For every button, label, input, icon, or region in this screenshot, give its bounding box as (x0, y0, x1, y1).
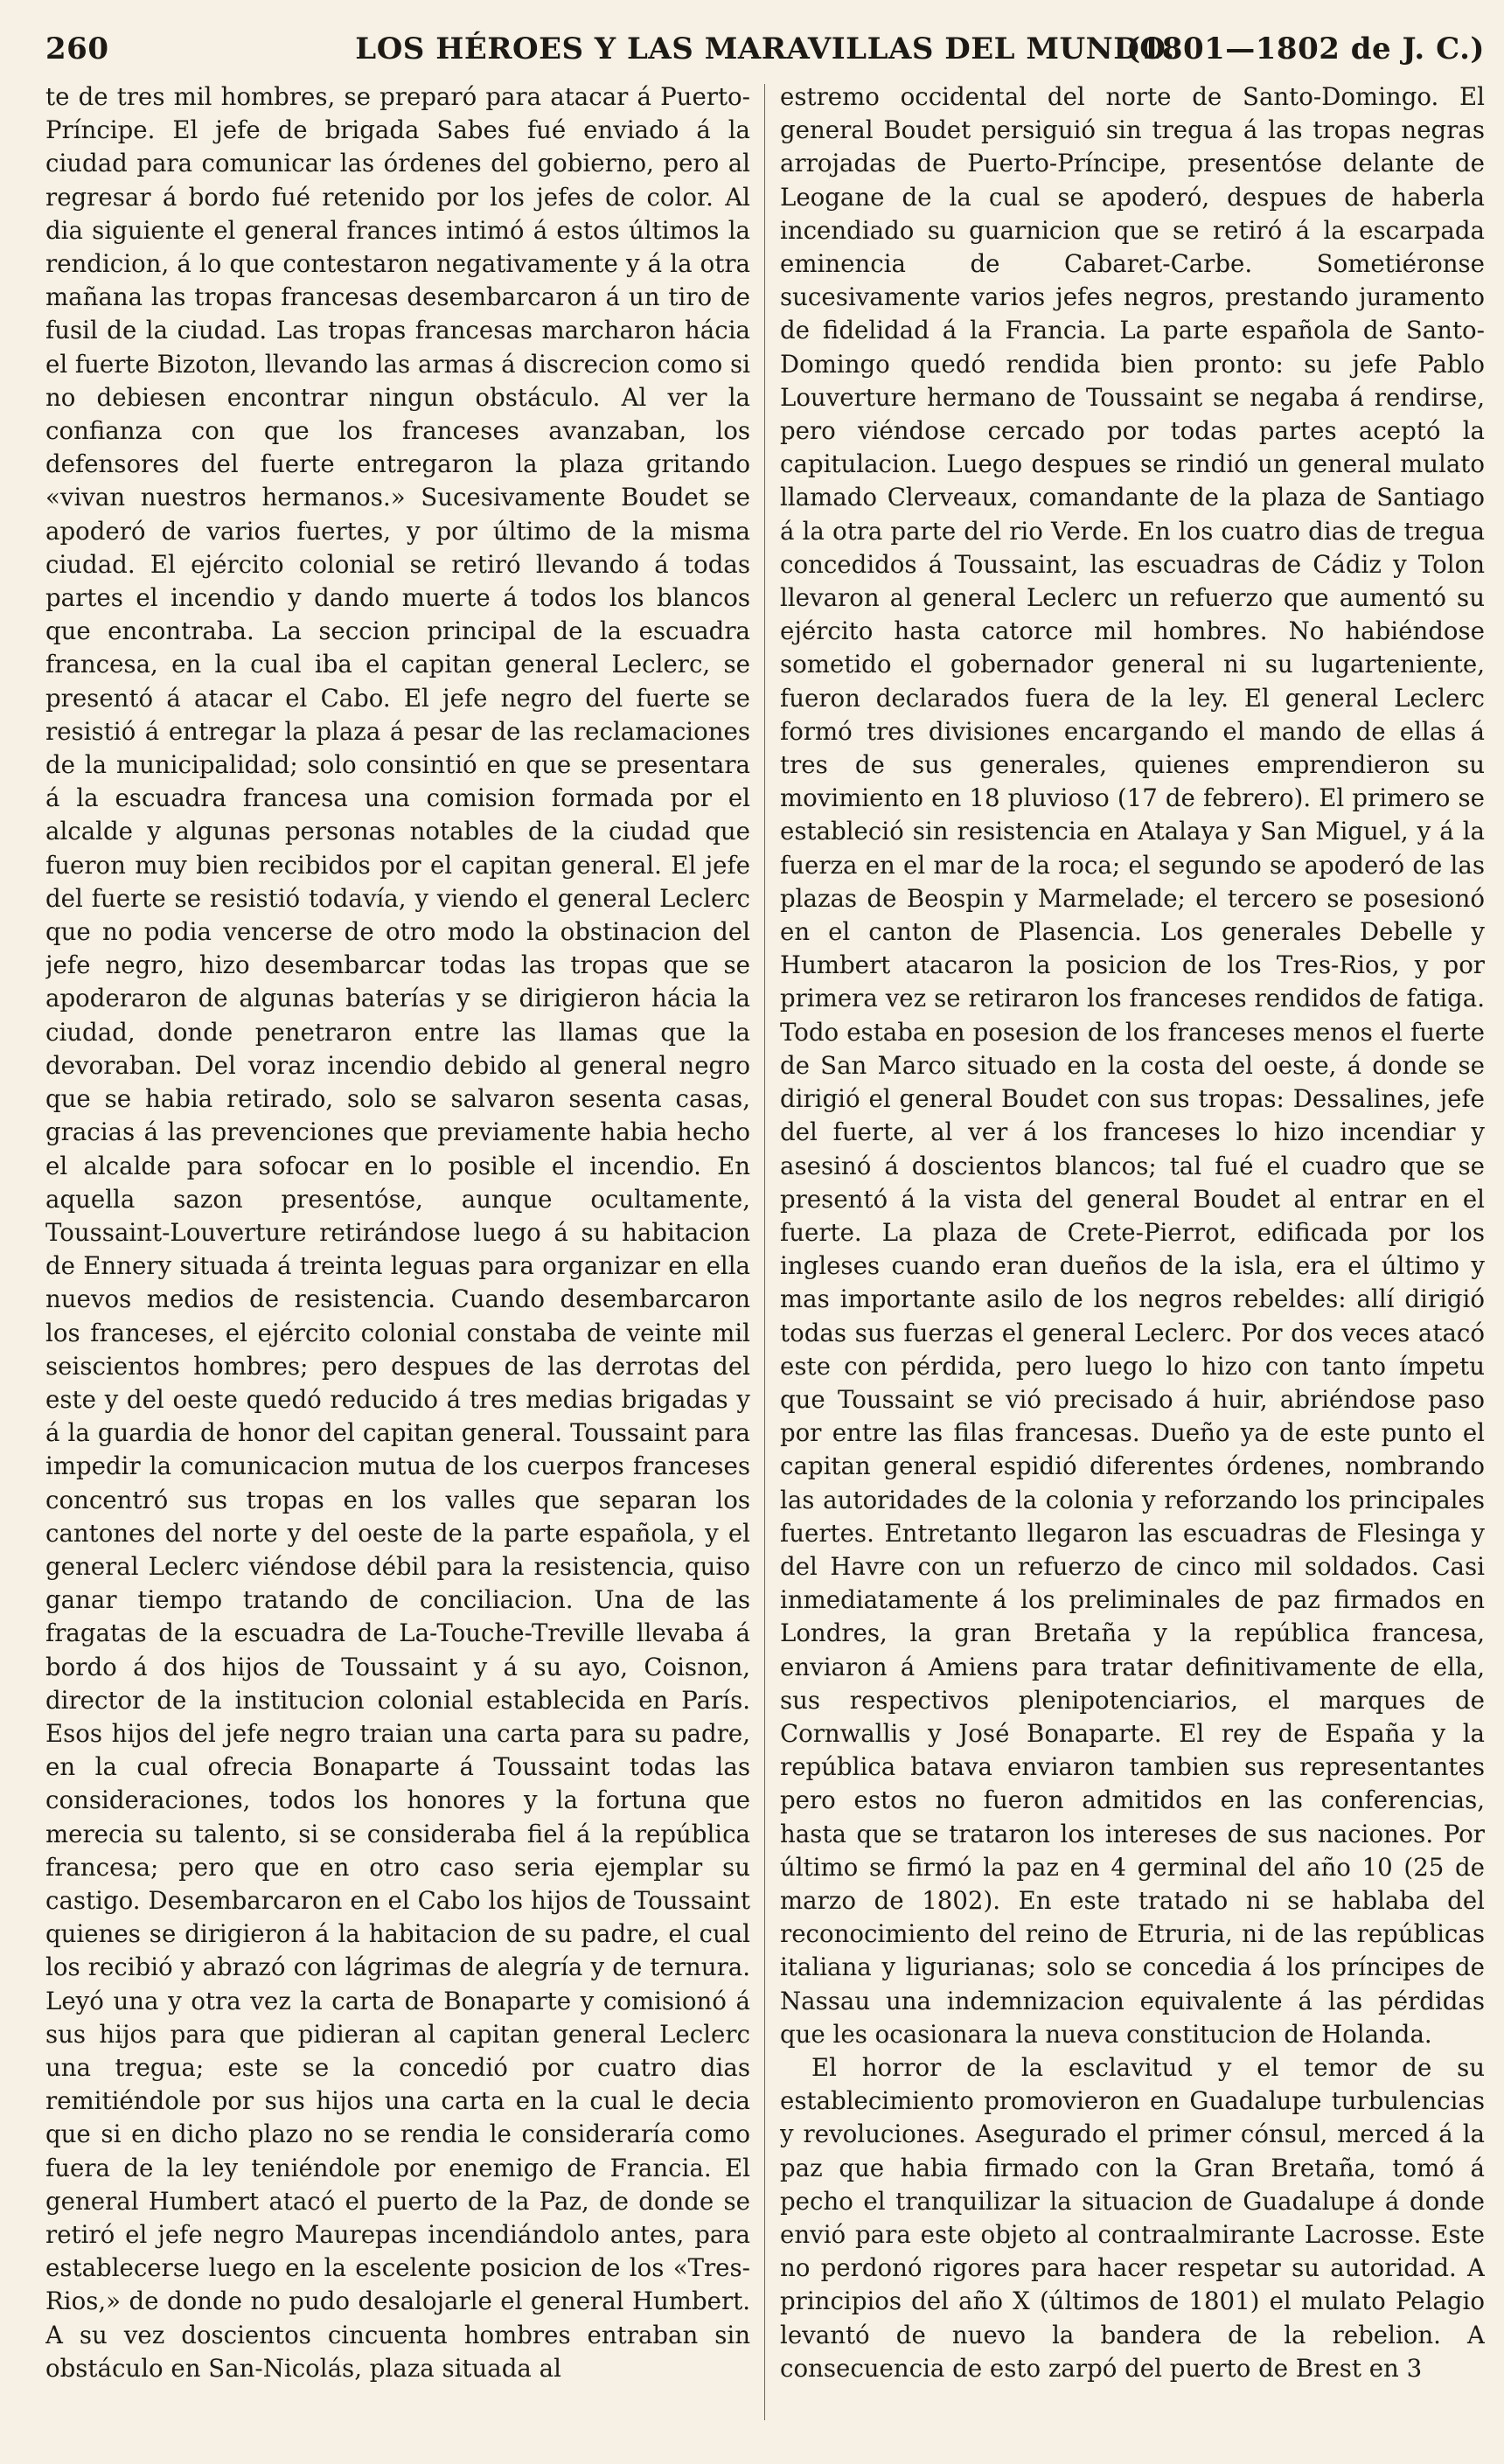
column-divider (764, 84, 765, 2420)
paragraph: El horror de la esclavitud y el temor de su establecimiento promovieron en Guadalupe turbulencias y revoluciones. Asegurado el primer cónsul, merced á la paz que habia firmado con la Gran Bretaña, tomó á pecho el tranquilizar la situacion de Guadalupe á donde envió para este objeto al contraalmirante Lacrosse. Este no perdonó rigores para hacer respetar su autoridad. A principios del año X (últimos de 1801) el mulato Pelagio levantó de nuevo la bandera de la rebelion. A consecuencia de esto zarpó del puerto de Brest en 3 (780, 2052, 1485, 2383)
page-number: 260 (45, 31, 109, 66)
running-header (45, 26, 1485, 75)
date-range: (1801—1802 de J. C.) (1126, 31, 1485, 66)
right-column (780, 80, 1485, 2429)
paragraph: te de tres mil hombres, se preparó para atacar á Puerto-Príncipe. El jefe de brigada Sabes fué enviado á la ciudad para comunicar las órdenes del gobierno, pero al regresar á bordo fué retenido por los jefes de color. Al dia siguiente el general frances intimó á estos últimos la rendicion, á lo que contestaron negativamente y á la otra mañana las tropas francesas desembarcaron á un tiro de fusil de la ciudad. Las tropas francesas marcharon hácia el fuerte Bizoton, llevando las armas á discrecion como si no debiesen encontrar ningun obstáculo. Al ver la confianza con que los franceses avanzaban, los defensores del fuerte entregaron la plaza gritando «vivan nuestros hermanos.» Sucesivamente Boudet se apoderó de varios fuertes, y por último de la misma ciudad. El ejército colonial se retiró llevando á todas partes el incendio y dando muerte á todos los blancos que encontraba. La seccion principal de la escuadra francesa, en la cual iba el capitan general Leclerc, se presentó á atacar el Cabo. El jefe negro del fuerte se resistió á entregar la plaza á pesar de las reclamaciones de la municipalidad; solo consintió en que se presentara á la escuadra francesa una comision formada por el alcalde y algunas personas notables de la ciudad que fueron muy bien recibidos por el capitan general. El jefe del fuerte se resistió todavía, y viendo el general Leclerc que no podia vencerse de otro modo la obstinacion del jefe negro, hizo desembarcar todas las tropas que se apoderaron de algunas baterías y se dirigieron hácia la ciudad, donde penetraron entre las llamas que la devoraban. Del voraz incendio debido al general negro que se habia retirado, solo se salvaron sesenta casas, gracias á las prevenciones que previamente habia hecho el alcalde para sofocar en lo posible el incendio. En aquella sazon presentóse, aunque ocultamente, Toussaint-Louverture retirándose luego á su habitacion de Ennery situada á treinta leguas para organizar en ella nuevos medios de resistencia. Cuando desembarcaron los franceses, el ejército colonial constaba de veinte mil seiscientos hombres; pero despues de las derrotas del este y del oeste quedó reducido á tres medias brigadas y á la guardia de honor del capitan general. Toussaint para impedir la comunicacion mutua de los cuerpos franceses concentró sus tropas en los valles que separan los cantones del norte y del oeste de la parte española, y el general Leclerc viéndose débil para la resistencia, quiso ganar tiempo tratando de conciliacion. Una de las fragatas de la escuadra de La-Touche-Treville llevaba á bordo á dos hijos de Toussaint y á su ayo, Coisnon, director de la institucion colonial establecida en París. Esos hijos del jefe negro traian una carta para su padre, en la cual ofrecia Bonaparte á Toussaint todas las consideraciones, todos los honores y la fortuna que merecia su talento, si se consideraba fiel á la república francesa; pero que en otro caso seria ejemplar su castigo. Desembarcaron en el Cabo los hijos de Toussaint quienes se dirigieron á la habitacion de su padre, el cual los recibió y abrazó con lágrimas de alegría y de ternura. Leyó una y otra vez la carta de Bonaparte y comisionó á sus hijos para que pidieran al capitan general Leclerc una tregua; este se la concedió por cuatro dias remitiéndole por sus hijos una carta en la cual le decia que si en dicho plazo no se rendia le consideraría como fuera de la ley teniéndole por enemigo de Francia. El general Humbert atacó el puerto de la Paz, de donde se retiró el jefe negro Maurepas incendiándolo antes, para establecerse luego en la escelente posicion de los «Tres-Rios,» de donde no pudo desalojarle el general Humbert. A su vez doscientos cincuenta hombres entraban sin obstáculo en San-Nicolás, plaza situada al (45, 82, 750, 2383)
paragraph: estremo occidental del norte de Santo-Domingo. El general Boudet persiguió sin tregua á las tropas negras arrojadas de Puerto-Príncipe, presentóse delante de Leogane de la cual se apoderó, despues de haberla incendiado su guarnicion que se retiró á la escarpada eminencia de Cabaret-Carbe. Sometiéronse sucesivamente varios jefes negros, prestando juramento de fidelidad á la Francia. La parte española de Santo-Domingo quedó rendida bien pronto: su jefe Pablo Louverture hermano de Toussaint se negaba á rendirse, pero viéndose cercado por todas partes aceptó la capitulacion. Luego despues se rindió un general mulato llamado Clerveaux, comandante de la plaza de Santiago á la otra parte del rio Verde. En los cuatro dias de tregua concedidos á Toussaint, las escuadras de Cádiz y Tolon llevaron al general Leclerc un refuerzo que aumentó su ejército hasta catorce mil hombres. No habiéndose sometido el gobernador general ni su lugarteniente, fueron declarados fuera de la ley. El general Leclerc formó tres divisiones encargando el mando de ellas á tres de sus generales, quienes emprendieron su movimiento en 18 pluvioso (17 de febrero). El primero se estableció sin resistencia en Atalaya y San Miguel, y á la fuerza en el mar de la roca; el segundo se apoderó de las plazas de Beospin y Marmelade; el tercero se posesionó en el canton de Plasencia. Los generales Debelle y Humbert atacaron la posicion de los Tres-Rios, y por primera vez se retiraron los franceses rendidos de fatiga. Todo estaba en posesion de los franceses menos el fuerte de San Marco situado en la costa del oeste, á donde se dirigió el general Boudet con sus tropas: Dessalines, jefe del fuerte, al ver á los franceses lo hizo incendiar y asesinó á doscientos blancos; tal fué el cuadro que se presentó á la vista del general Boudet al entrar en el fuerte. La plaza de Crete-Pierrot, edificada por los ingleses cuando eran dueños de la isla, era el último y mas importante asilo de los negros rebeldes: allí dirigió todas sus fuerzas el general Leclerc. Por dos veces atacó este con pérdida, pero luego lo hizo con tanto ímpetu que Toussaint se vió precisado á huir, abriéndose paso por entre las filas francesas. Dueño ya de este punto el capitan general espidió diferentes órdenes, nombrando las autoridades de la colonia y reforzando los principales fuertes. Entretanto llegaron las escuadras de Flesinga y del Havre con un refuerzo de cinco mil soldados. Casi inmediatamente á los preliminales de paz firmados en Londres, la gran Bretaña y la república francesa, enviaron á Amiens para tratar definitivamente de ella, sus respectivos plenipotenciarios, el marques de Cornwallis y José Bonaparte. El rey de España y la república batava enviaron tambien sus representantes pero estos no fueron admitidos en las conferencias, hasta que se trataron los intereses de sus naciones. Por último se firmó la paz en 4 germinal del año 10 (25 de marzo de 1802). En este tratado ni se hablaba del reconocimiento del reino de Etruria, ni de las repúblicas italiana y ligurianas; solo se concedia á los príncipes de Nassau una indemnizacion equivalente á las pérdidas que les ocasionara la nueva constitucion de Holanda. (780, 82, 1485, 2049)
left-column (45, 80, 750, 2429)
page-title: LOS HÉROES Y LAS MARAVILLAS DEL MUNDO. (355, 31, 1175, 66)
